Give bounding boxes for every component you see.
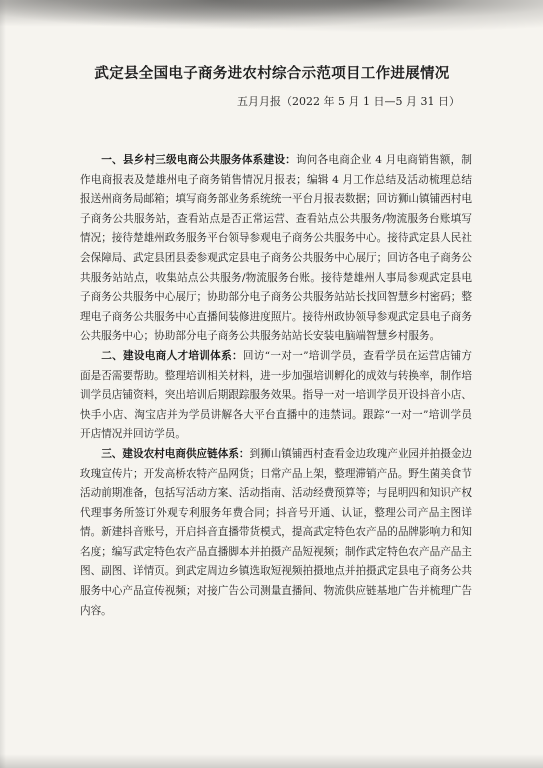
scan-shadow-top [0,0,543,38]
section-1-heading: 一、县乡村三级电商公共服务体系建设： [101,154,296,166]
section-2-paragraph [80,347,472,445]
section-1-paragraph [80,151,472,347]
scan-shadow-bottom [0,754,543,768]
section-2-text: 回访“一对一”培训学员，查看学员在运营店铺方面是否需要帮助。整理培训相关材料，进一步加强培训孵化的成效与转换率，制作培训学员店铺资料，突出培训后期跟踪服务效果。指导一对一培训学员开设抖音小店、快手小店、淘宝店并为学员讲解各大平台直播中的违禁词。跟踪“一对一”培训学员开店情况并回访学员。 [80,349,472,441]
document-title: 武定县全国电子商务进农村综合示范项目工作进展情况 [94,65,450,82]
document-body [80,151,472,621]
section-1-text: 询问各电商企业 4 月电商销售额，制作电商报表及楚雄州电子商务销售情况月报表；编辑 4 月工作总结及活动梳理总结报送州商务局邮箱；填写商务部业务系统统一平台月报表数据；回访狮山镇铺西村电子商务公共服务站，查看站点是否正常运营、查看站点公共服务/物流服务台账填写情况；接待楚雄州政务服务平台领导参观电子商务公共服务中心。接待武定县人民社会保障局、武定县团县委参观武定县电子商务公共服务中心展厅；回访各电子商务公共服务站站点，收集站点公共服务/物流服务台账。接待楚雄州人事局参观武定县电子商务公共服务中心展厅；协助部分电子商务公共服务站站长找回智慧乡村密码；整理电子商务公共服务中心直播间装修进度照片。接待州政协领导参观武定县电子商务公共服务中心；协助部分电子商务公共服务站站长安装电脑端智慧乡村服务。 [80,154,472,343]
section-3-paragraph [80,445,472,621]
section-3-text: 到狮山镇铺西村查看金边玫瑰产业园并拍摄金边玫瑰宣传片；开发高桥农特产品网货；日常产品上架，整理滞销产品。野生菌美食节活动前期准备，包括写活动方案、活动指南、活动经费预算等；与昆明四和知识产权代理事务所签订外观专利服务年费合同；抖音号开通、认证，整理公司产品主图详情。新建抖音账号，开启抖音直播带货模式，提高武定特色农产品的品牌影响力和知名度；编写武定特色农产品直播脚本并拍摄产品短视频；制作武定特色农产品产品主图、副图、详情页。到武定周边乡镇选取短视频拍摄地点并拍摄武定县电子商务公共服务中心产品宣传视频；对接广告公司测量直播间、物流供应链基地广告并梳理广告内容。 [80,447,473,617]
scan-shadow-left [0,0,6,768]
section-2-heading: 二、建设电商人才培训体系： [101,349,243,362]
section-3-heading: 三、建设农村电商供应链体系： [101,447,250,460]
report-period: 五月月报（2022 年 5 月 1 日—5 月 31 日） [237,95,460,108]
